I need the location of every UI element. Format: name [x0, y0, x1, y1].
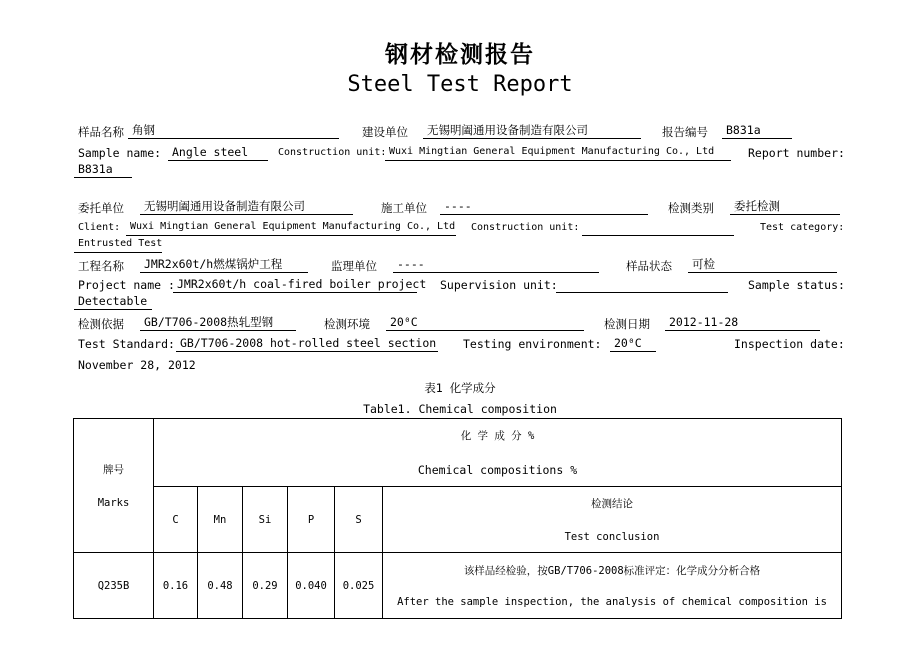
- conclusion-cell: [383, 553, 842, 619]
- sample-name-cn-label: 样品名称: [78, 125, 124, 139]
- element-header-c: C: [154, 487, 198, 553]
- conclusion-header-en: Test conclusion: [564, 531, 660, 543]
- standard-cn-label: 检测依据: [78, 317, 124, 331]
- construction-unit: Wuxi Mingtian General Equipment Manufacturing Co., Ltd: [385, 145, 731, 161]
- test-category-label: Test category:: [760, 222, 845, 233]
- project-cn-label: 工程名称: [78, 259, 124, 273]
- report-number-cn: B831a: [722, 123, 792, 139]
- value-c: 0.16: [154, 553, 198, 619]
- construction-unit-label: Construction unit:: [278, 147, 387, 158]
- standard: GB/T706-2008 hot-rolled steel section: [176, 336, 438, 352]
- conclusion-en: After the sample inspection, the analysis of chemical composition is: [397, 596, 827, 608]
- report-number-label: Report number:: [748, 146, 845, 160]
- test-category: Entrusted Test: [74, 237, 162, 253]
- supervision-cn-label: 监理单位: [331, 259, 377, 273]
- marks-header-cell: [74, 419, 154, 553]
- supervision-cn: ----: [393, 257, 599, 273]
- value-si: 0.29: [243, 553, 288, 619]
- element-header-p: P: [288, 487, 335, 553]
- conclusion-header-cn: 检测结论: [591, 498, 633, 510]
- construction: [582, 220, 734, 236]
- construction-cn: ----: [440, 199, 648, 215]
- value-s: 0.025: [335, 553, 383, 619]
- environment: 20⁰C: [610, 336, 656, 352]
- standard-label: Test Standard:: [78, 337, 175, 351]
- value-mn: 0.48: [198, 553, 243, 619]
- client-label: Client:: [78, 222, 121, 233]
- environment-cn: 20⁰C: [386, 315, 584, 331]
- supervision: [556, 277, 728, 293]
- construction-unit-cn: 无锡明阖通用设备制造有限公司: [423, 123, 641, 139]
- sample-status-cn: 可检: [688, 257, 837, 273]
- mark-cell: Q235B: [74, 553, 154, 619]
- sample-status-label: Sample status:: [748, 278, 845, 292]
- chemical-composition-table: [73, 418, 842, 619]
- client-cn-label: 委托单位: [78, 201, 124, 215]
- sample-name-label: Sample name:: [78, 146, 162, 160]
- project: JMR2x60t/h coal-fired boiler project: [173, 277, 417, 293]
- supervision-label: Supervision unit:: [440, 278, 558, 292]
- sample-name-cn: 角钢: [128, 123, 339, 139]
- sample-status-cn-label: 样品状态: [626, 259, 672, 273]
- construction-cn-label: 施工单位: [381, 201, 427, 215]
- conclusion-cn: 该样品经检验，按GB/T706-2008标准评定：化学成分分析合格: [463, 565, 761, 577]
- report-number-cn-label: 报告编号: [662, 125, 708, 139]
- element-header-mn: Mn: [198, 487, 243, 553]
- report-title-cn: 钢材检测报告: [385, 42, 535, 68]
- conclusion-header-cell: [383, 487, 842, 553]
- client-cn: 无锡明阖通用设备制造有限公司: [140, 199, 353, 215]
- construction-unit-cn-label: 建设单位: [362, 125, 408, 139]
- test-category-cn-label: 检测类别: [668, 201, 714, 215]
- report-title-en: Steel Test Report: [347, 72, 573, 97]
- project-label: Project name :: [78, 278, 175, 292]
- sample-status: Detectable: [74, 294, 152, 310]
- environment-cn-label: 检测环境: [324, 317, 370, 331]
- element-header-si: Si: [243, 487, 288, 553]
- date-cn: 2012-11-28: [665, 315, 820, 331]
- table-caption-en: Table1. Chemical composition: [363, 402, 557, 416]
- marks-header-cn: 牌号: [103, 464, 124, 476]
- chem-header-en: Chemical compositions %: [417, 463, 578, 477]
- table-row: [74, 553, 842, 619]
- client: Wuxi Mingtian General Equipment Manufacturing Co., Ltd: [126, 220, 456, 236]
- report-number: B831a: [74, 162, 132, 178]
- construction-label: Construction unit:: [471, 222, 580, 233]
- table-caption-cn: 表1 化学成分: [424, 381, 496, 395]
- date-cn-label: 检测日期: [604, 317, 650, 331]
- environment-label: Testing environment:: [463, 337, 602, 351]
- marks-header-en: Marks: [97, 497, 130, 509]
- project-cn: JMR2x60t/h燃煤锅炉工程: [140, 257, 308, 273]
- chem-header-cn: 化 学 成 分 %: [460, 430, 535, 442]
- sample-name: Angle steel: [168, 145, 268, 161]
- element-header-s: S: [335, 487, 383, 553]
- date: November 28, 2012: [78, 358, 196, 372]
- standard-cn: GB/T706-2008热轧型钢: [140, 315, 296, 331]
- value-p: 0.040: [288, 553, 335, 619]
- date-label: Inspection date:: [734, 337, 845, 351]
- test-category-cn: 委托检测: [730, 199, 840, 215]
- chem-header-cell: [154, 419, 842, 487]
